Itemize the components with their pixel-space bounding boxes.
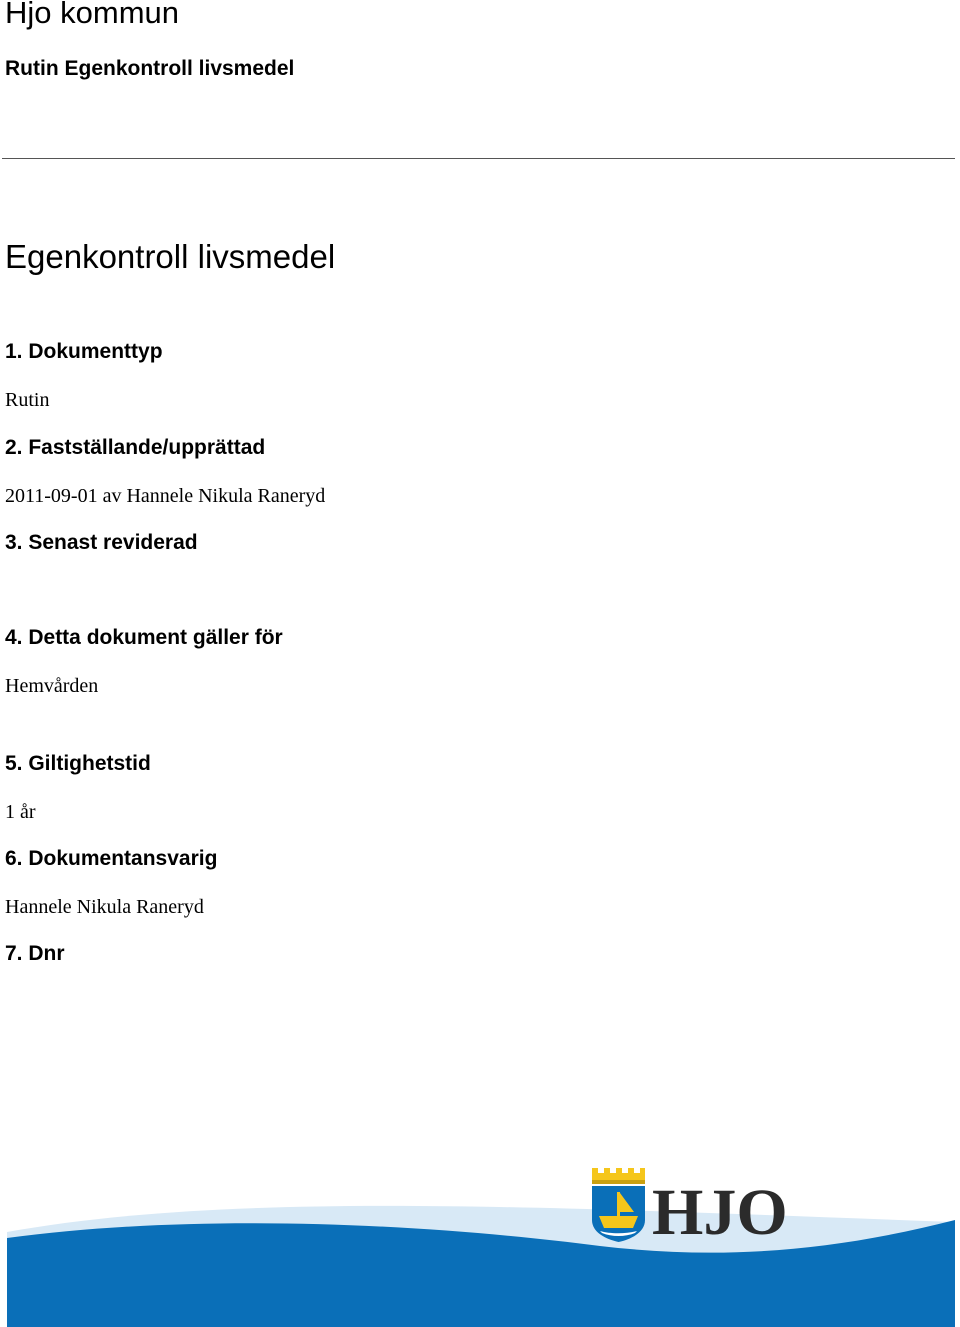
section-value-applies-to: Hemvården	[5, 675, 99, 697]
section-heading-established: 2. Fastställande/upprättad	[5, 436, 266, 459]
section-heading-applies-to: 4. Detta dokument gäller för	[5, 626, 283, 649]
section-heading-document-type: 1. Dokumenttyp	[5, 340, 163, 363]
section-heading-validity: 5. Giltighetstid	[5, 752, 151, 775]
section-heading-last-revised: 3. Senast reviderad	[5, 531, 198, 554]
footer-logo-text: HJO	[652, 1176, 788, 1249]
section-heading-responsible: 6. Dokumentansvarig	[5, 847, 218, 870]
hjo-coat-of-arms-icon	[592, 1168, 645, 1242]
organization-name: Hjo kommun	[5, 0, 179, 30]
header-divider	[2, 158, 955, 159]
section-heading-dnr: 7. Dnr	[5, 942, 65, 965]
document-title: Egenkontroll livsmedel	[5, 238, 336, 275]
section-value-document-type: Rutin	[5, 389, 50, 411]
section-value-established: 2011-09-01 av Hannele Nikula Raneryd	[5, 485, 326, 507]
document-subtitle: Rutin Egenkontroll livsmedel	[5, 57, 295, 80]
section-value-responsible: Hannele Nikula Raneryd	[5, 896, 204, 918]
footer-graphic	[0, 1150, 960, 1327]
section-value-validity: 1 år	[5, 801, 36, 823]
